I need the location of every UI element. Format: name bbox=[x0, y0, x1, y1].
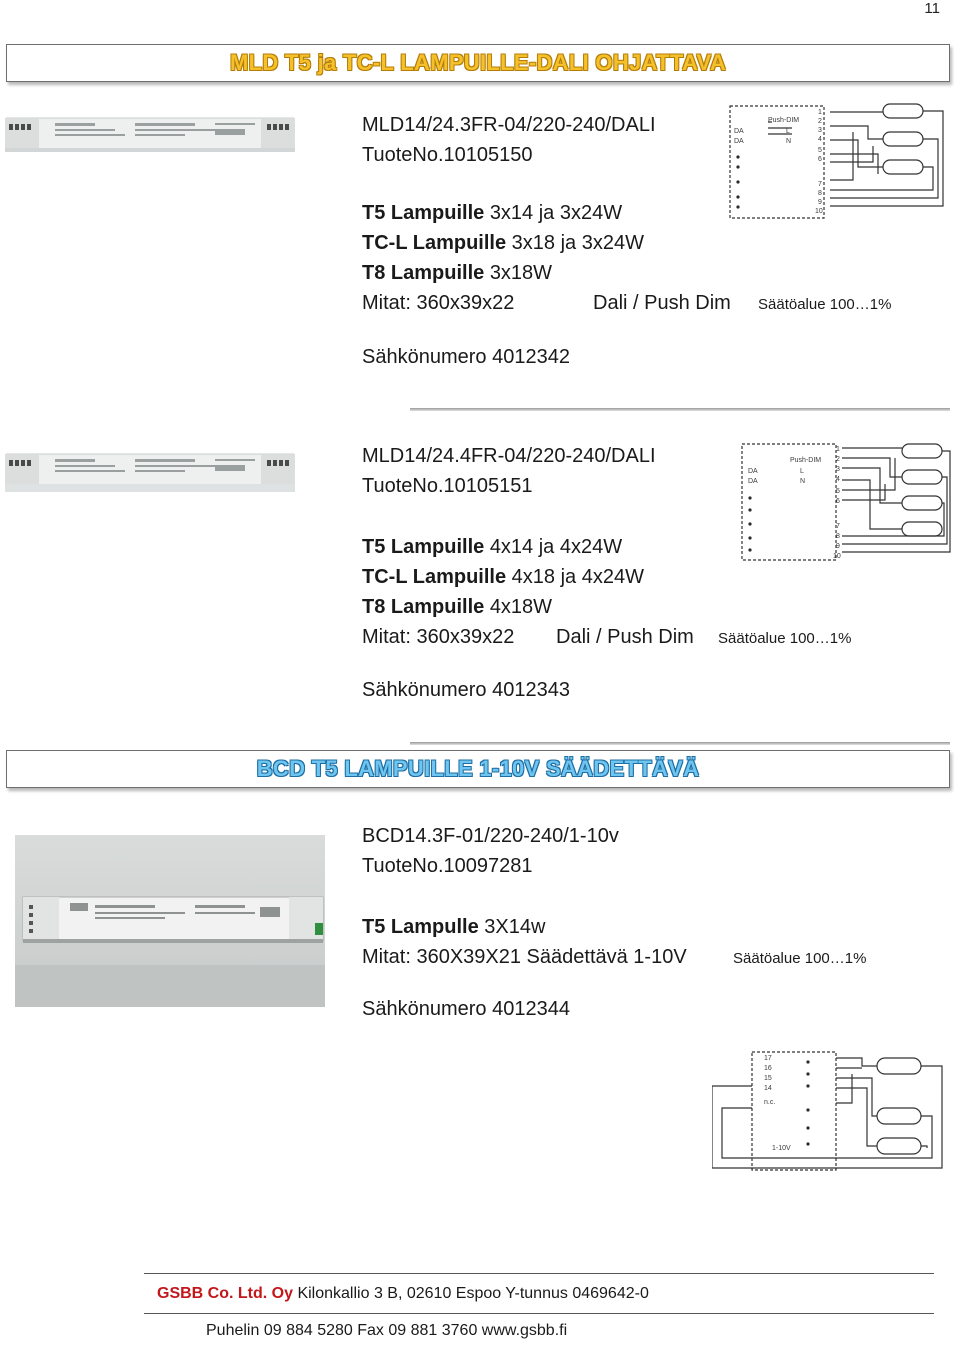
section-title: BCD T5 LAMPUILLE 1-10V SÄÄDETTÄVÄ bbox=[256, 756, 700, 781]
term-4: 4 bbox=[836, 476, 840, 483]
tcl-value: 4x18 ja 4x24W bbox=[511, 566, 644, 588]
company-address: Kilonkallio 3 B, 02610 Espoo Y-tunnus 0469642-0 bbox=[297, 1285, 649, 1302]
t8-value: 3x18W bbox=[489, 262, 553, 284]
term-10: 10 bbox=[815, 208, 823, 215]
t8-spec bbox=[362, 260, 552, 286]
section-banner-bcd bbox=[6, 750, 950, 788]
term-1: 1 bbox=[818, 109, 822, 116]
t5-value: 4x14 ja 4x24W bbox=[489, 536, 623, 558]
t8-label: T8 Lampuille bbox=[362, 596, 485, 618]
ballast-image-mld-3 bbox=[5, 112, 295, 158]
term-7: 7 bbox=[818, 181, 822, 188]
electric-number: Sähkönumero 4012344 bbox=[362, 998, 570, 1020]
volt-label: 1-10V bbox=[772, 1145, 791, 1152]
t5-spec bbox=[362, 534, 622, 560]
company-name: GSBB Co. Ltd. Oy bbox=[157, 1285, 293, 1302]
section-banner-mld bbox=[6, 44, 950, 82]
control-type: Dali / Push Dim bbox=[556, 626, 694, 648]
electric-number: Sähkönumero 4012343 bbox=[362, 679, 570, 701]
pushdim-label: Push-DIM bbox=[768, 117, 800, 124]
tcl-value: 3x18 ja 3x24W bbox=[511, 232, 644, 254]
wiring-diagram-1-10v bbox=[712, 1048, 952, 1178]
t5-label: T5 Lampuille bbox=[362, 536, 485, 558]
ballast-photo-bcd bbox=[15, 835, 325, 1007]
pushdim-l: L bbox=[786, 128, 790, 135]
tcl-spec bbox=[362, 230, 644, 256]
product-model: MLD14/24.3FR-04/220-240/DALI bbox=[362, 114, 656, 136]
product-number: TuoteNo.10105150 bbox=[362, 144, 533, 166]
control-type: Dali / Push Dim bbox=[593, 292, 731, 314]
term-2: 2 bbox=[818, 118, 822, 125]
term-6: 6 bbox=[836, 498, 840, 505]
t5-spec bbox=[362, 200, 622, 226]
pushdim-l: L bbox=[800, 468, 804, 475]
footer-divider bbox=[144, 1313, 934, 1314]
dim-range: Säätöalue 100…1% bbox=[733, 950, 867, 967]
dim-range: Säätöalue 100…1% bbox=[718, 630, 852, 647]
dimensions: Mitat: 360x39x22 bbox=[362, 292, 515, 314]
t5-label: T5 Lampuille bbox=[362, 202, 485, 224]
t8-value: 4x18W bbox=[489, 596, 553, 618]
pushdim-label: Push-DIM bbox=[790, 457, 822, 464]
product-number: TuoteNo.10105151 bbox=[362, 475, 533, 497]
separator bbox=[410, 742, 950, 745]
t8-label: T8 Lampuille bbox=[362, 262, 485, 284]
pushdim-n: N bbox=[786, 138, 792, 145]
term-15: 15 bbox=[764, 1075, 772, 1082]
page-number: 11 bbox=[924, 0, 940, 17]
term-9: 9 bbox=[818, 199, 822, 206]
footer-divider bbox=[144, 1273, 934, 1274]
term-10: 10 bbox=[833, 553, 841, 560]
term-6: 6 bbox=[818, 156, 822, 163]
tcl-label: TC-L Lampuille bbox=[362, 232, 507, 254]
t8-spec bbox=[362, 594, 552, 620]
wiring-diagram-3-lamp bbox=[728, 102, 950, 224]
term-14: 14 bbox=[764, 1085, 772, 1092]
section-title: MLD T5 ja TC-L LAMPUILLE-DALI OHJATTAVA bbox=[229, 50, 727, 75]
electric-number: Sähkönumero 4012342 bbox=[362, 346, 570, 368]
dimensions: Mitat: 360x39x22 bbox=[362, 626, 515, 648]
footer-address bbox=[157, 1285, 649, 1303]
term-17: 17 bbox=[764, 1055, 772, 1062]
nc-label: n.c. bbox=[764, 1099, 776, 1106]
dali-term-2: DA bbox=[748, 478, 758, 485]
term-9: 9 bbox=[836, 543, 840, 550]
term-2: 2 bbox=[836, 456, 840, 463]
term-3: 3 bbox=[836, 466, 840, 473]
term-7: 7 bbox=[836, 523, 840, 530]
dali-term-1: DA bbox=[748, 468, 758, 475]
t5-value: 3x14 ja 3x24W bbox=[489, 202, 623, 224]
dim-range: Säätöalue 100…1% bbox=[758, 296, 892, 313]
t5-label: T5 Lampulle bbox=[362, 916, 479, 938]
wiring-diagram-4-lamp bbox=[740, 440, 952, 564]
term-3: 3 bbox=[818, 127, 822, 134]
product-model: MLD14/24.4FR-04/220-240/DALI bbox=[362, 445, 656, 467]
product-number: TuoteNo.10097281 bbox=[362, 855, 533, 877]
term-4: 4 bbox=[818, 136, 822, 143]
t5-value: 3X14w bbox=[484, 916, 546, 938]
ballast-image-mld-4 bbox=[5, 446, 295, 498]
pushdim-n: N bbox=[800, 478, 806, 485]
term-16: 16 bbox=[764, 1065, 772, 1072]
dimensions: Mitat: 360X39X21 Säädettävä 1-10V bbox=[362, 946, 687, 968]
product-model: BCD14.3F-01/220-240/1-10v bbox=[362, 825, 619, 847]
footer-contact: Puhelin 09 884 5280 Fax 09 881 3760 www.gsbb.fi bbox=[206, 1322, 568, 1339]
dali-term-1: DA bbox=[734, 128, 744, 135]
tcl-spec bbox=[362, 564, 644, 590]
t5-spec bbox=[362, 914, 545, 940]
term-1: 1 bbox=[836, 446, 840, 453]
term-5: 5 bbox=[818, 147, 822, 154]
tcl-label: TC-L Lampuille bbox=[362, 566, 507, 588]
term-8: 8 bbox=[836, 533, 840, 540]
term-5: 5 bbox=[836, 488, 840, 495]
separator bbox=[410, 408, 950, 411]
term-8: 8 bbox=[818, 190, 822, 197]
dali-term-2: DA bbox=[734, 138, 744, 145]
